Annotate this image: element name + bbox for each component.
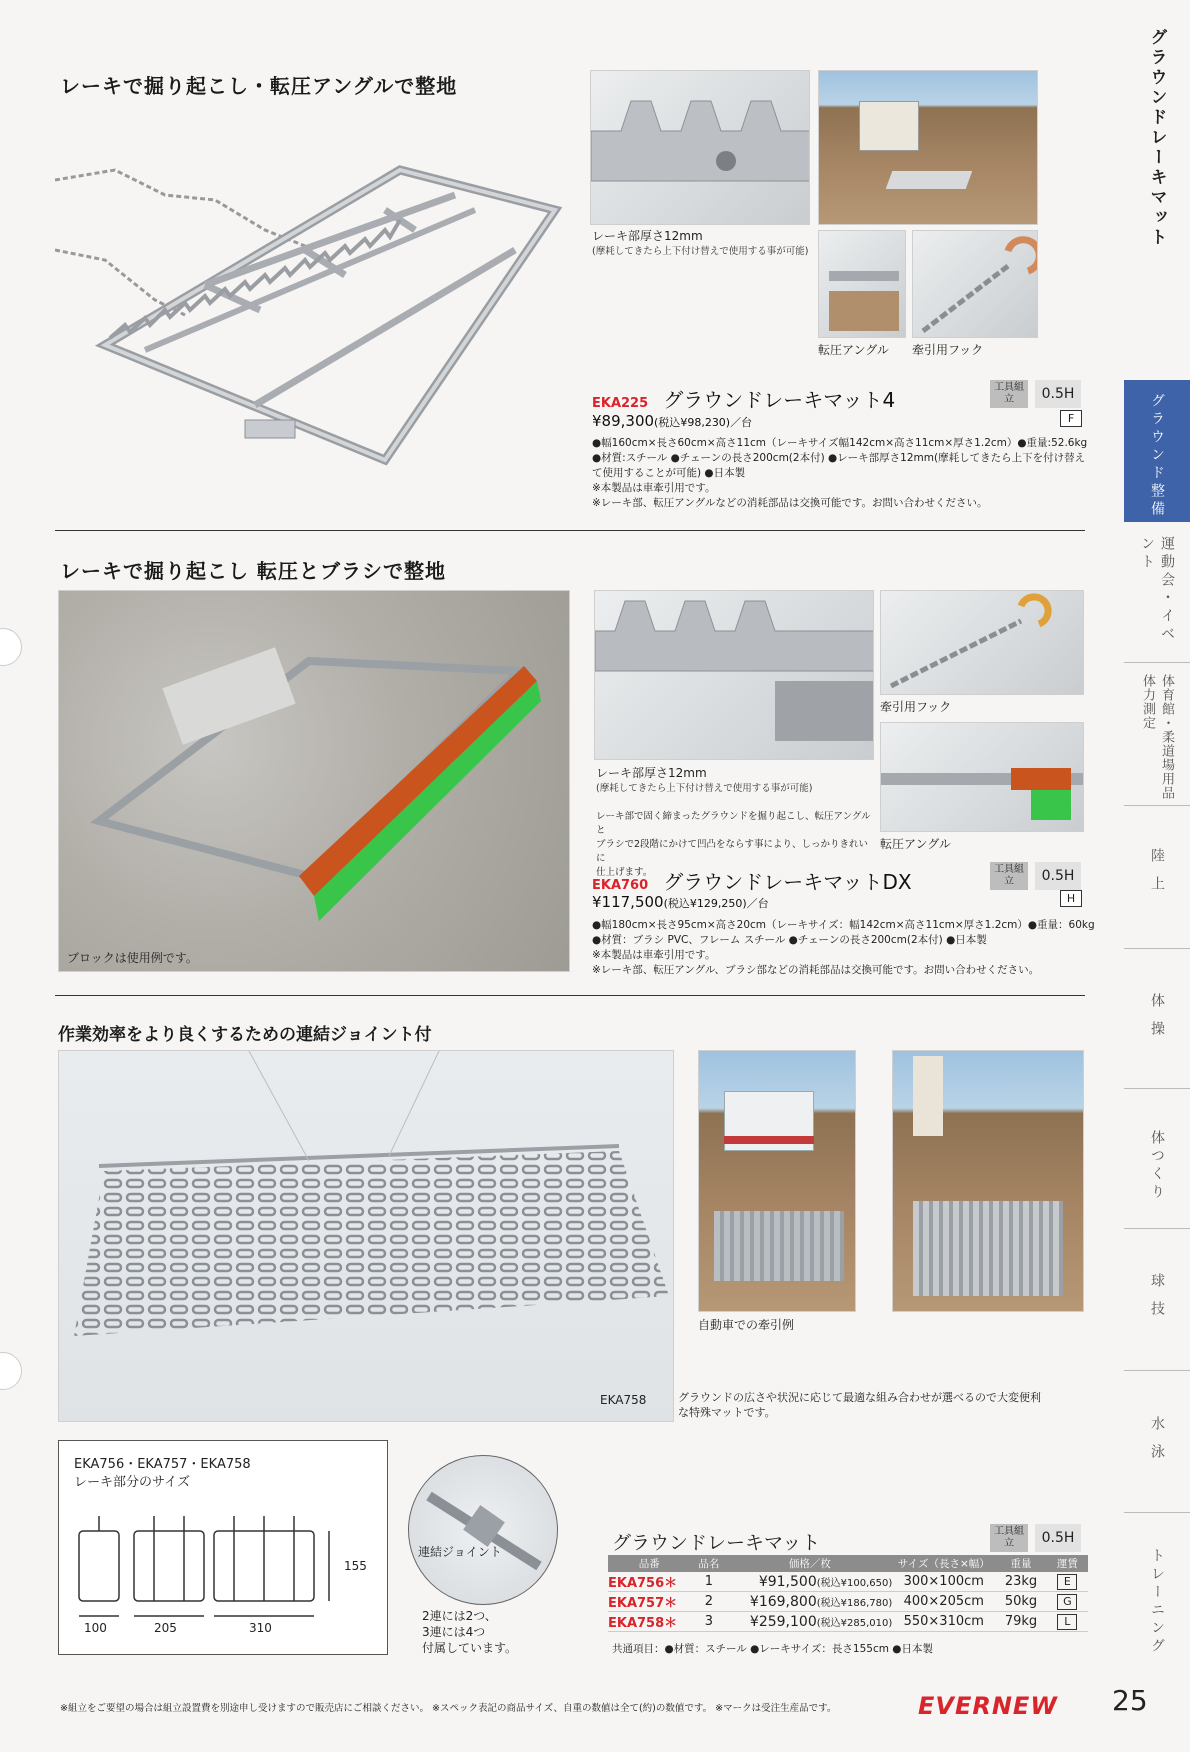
product-table	[608, 1555, 1088, 1632]
table-row: EKA756＊ 1 ¥91,500(税込¥100,650) 300×100cm 23kg E	[608, 1572, 1088, 1592]
assembly-badge: 工具組立	[990, 1524, 1028, 1552]
dim-100: 100	[84, 1621, 107, 1635]
rake-frame-illustration	[55, 110, 575, 520]
assembly-time: 0.5H	[1035, 380, 1081, 408]
joint-note: 2連には2つ、 3連には4つ 付属しています。	[422, 1609, 518, 1655]
rake-mat4-photo	[55, 110, 575, 520]
table-title: グラウンドレーキマット	[612, 1532, 821, 1554]
car-tow-caption: 自動車での牽引例	[698, 1318, 795, 1332]
section2-heading: レーキで掘り起こし 転圧とブラシで整地	[60, 559, 446, 583]
product-name: グラウンドレーキマットDX	[663, 870, 912, 894]
size-diagram-box	[58, 1440, 388, 1655]
rake-note-caption: (摩耗してきたら上下付け替えで使用する事が可能)	[592, 246, 809, 257]
dx-frame-illustration	[59, 591, 570, 972]
rake-thickness-photo	[590, 70, 810, 225]
hook-photo	[912, 230, 1038, 338]
hook-graphic	[913, 231, 1038, 338]
tab-taiso[interactable]: 体操	[1149, 993, 1165, 1049]
tab-undokai[interactable]: 運動会・イベント	[1139, 536, 1175, 644]
product-price: ¥89,300(税込¥98,230)／台	[592, 412, 753, 430]
rake-mat-dx-photo	[58, 590, 570, 972]
linked-mat-description: グラウンドの広さや状況に応じて最適な組み合わせが選べるので大変便利 な特殊マットです。	[678, 1391, 1041, 1419]
dx-hook-photo	[880, 590, 1084, 695]
table-row: EKA758＊ 3 ¥259,100(税込¥285,010) 550×310cm 79kg L	[608, 1612, 1088, 1632]
tab-divider	[1124, 1370, 1190, 1371]
manual-towing-photo	[892, 1050, 1084, 1312]
tab-divider	[1124, 805, 1190, 806]
tab-divider	[1124, 662, 1190, 663]
section1-heading: レーキで掘り起こし・転圧アングルで整地	[60, 74, 458, 98]
dx-angle-caption: 転圧アングル	[880, 837, 951, 851]
linked-mat-illustration	[59, 1051, 674, 1422]
assembly-time: 0.5H	[1035, 862, 1081, 890]
tab-divider	[1124, 948, 1190, 949]
dx-angle-photo	[880, 722, 1084, 832]
tab-ground[interactable]: グラウンド整備	[1149, 393, 1165, 519]
table-row: EKA757＊ 2 ¥169,800(税込¥186,780) 400×205cm 50kg G	[608, 1592, 1088, 1612]
dx-hook-graphic	[881, 591, 1084, 695]
dim-205: 205	[154, 1621, 177, 1635]
table-header: 品番 品名 価格／枚 サイズ（長さ×幅） 重量 運賃	[608, 1555, 1088, 1572]
linked-mat-photo	[58, 1050, 674, 1422]
joint-caption: 連結ジョイント	[418, 1545, 502, 1559]
brand-logo: EVERNEW	[918, 1692, 1058, 1720]
tab-training[interactable]: トレーニング	[1149, 1548, 1165, 1656]
binder-hole	[0, 628, 22, 666]
assembly-badge: 工具組立	[990, 380, 1028, 408]
assembly-time: 0.5H	[1035, 1524, 1081, 1552]
category-title: グラウンドレーキマット	[1146, 28, 1167, 248]
product-name: グラウンドレーキマット4	[663, 388, 896, 412]
binder-hole	[0, 1352, 22, 1390]
page-number: 25	[1112, 1684, 1148, 1717]
product-code: EKA760	[592, 878, 649, 893]
rake-teeth-graphic	[591, 71, 810, 225]
tab-rikujo[interactable]: 陸上	[1149, 848, 1165, 904]
dx-teeth-graphic	[595, 591, 874, 760]
tab-gym[interactable]: 体育館・柔道場用品 体力測定	[1140, 674, 1174, 800]
tab-divider	[1124, 1228, 1190, 1229]
tab-divider	[1124, 1088, 1190, 1089]
tab-divider	[1124, 1512, 1190, 1513]
section-divider	[55, 530, 1085, 531]
angle-photo	[818, 230, 906, 338]
shipping-grade: F	[1060, 410, 1082, 427]
dx-rake-detail-photo	[594, 590, 874, 760]
cart-towing-photo	[818, 70, 1038, 225]
angle-caption: 転圧アングル	[818, 343, 889, 357]
main-code-caption: EKA758	[600, 1393, 647, 1407]
product-price: ¥117,500(税込¥129,250)／台	[592, 893, 769, 911]
tab-suiei[interactable]: 水泳	[1149, 1416, 1165, 1472]
tab-karadazukuri[interactable]: 体つくり	[1149, 1130, 1165, 1202]
car-towing-photo	[698, 1050, 856, 1312]
footer-notes: ※組立をご要望の場合は組立設置費を別途申し受けますので販売店にご相談ください。 ※スペック表記の商品サイズ、自重の数値は全て(約)の数値です。 ※マークは受注生産品です。	[60, 1703, 837, 1714]
section-divider	[55, 995, 1085, 996]
product-specs: ●幅180cm×長さ95cm×高さ20cm（レーキサイズ：幅142cm×高さ11cm×厚さ1.2cm）●重量：60kg ●材質：ブラシ PVC、フレーム スチール ●チェーンの長さ200cm(2本付) ●日本製 ※本製品は車牽引用です。 ※レーキ部、転圧アングル、ブラシ部などの消耗部品は交換可能です。お問い合わせください。	[592, 919, 1095, 976]
block-note-caption: ブロックは使用例です。	[67, 951, 198, 965]
dim-155: 155	[344, 1559, 367, 1573]
assembly-badge: 工具組立	[990, 862, 1028, 890]
product-specs: ●幅160cm×長さ60cm×高さ11cm（レーキサイズ幅142cm×高さ11cm×厚さ1.2cm）●重量:52.6kg ●材質:スチール ●チェーンの長さ200cm(2本付) ●レーキ部厚さ12mm(摩耗してきたら上下を付け替え て使用することが可能) ●日本製 ※本製品は車牽引用です。 ※レーキ部、転圧アングルなどの消耗部品は交換可能です。お問い合わせください。	[592, 437, 1088, 509]
tab-kyugi[interactable]: 球技	[1149, 1273, 1165, 1329]
diagram-title-label: レーキ部分のサイズ	[74, 1475, 190, 1490]
product-title-eka760	[592, 866, 912, 895]
table-common-note: 共通項目：●材質：スチール ●レーキサイズ：長さ155cm ●日本製	[612, 1643, 933, 1655]
product-title-eka225	[592, 384, 895, 413]
diagram-title-codes: EKA756・EKA757・EKA758	[74, 1457, 251, 1472]
joint-graphic	[409, 1456, 558, 1605]
joint-detail-circle	[408, 1455, 558, 1605]
dx-rake-thickness-caption: レーキ部厚さ12mm	[596, 766, 707, 780]
dim-310: 310	[249, 1621, 272, 1635]
dx-description: レーキ部で固く締まったグラウンドを掘り起こし、転圧アングルと ブラシで2段階にかけて凹凸をならす事により、しっかりきれいに 仕上げます。	[596, 811, 871, 878]
dx-rake-note-caption: (摩耗してきたら上下付け替えで使用する事が可能)	[596, 783, 813, 794]
rake-size-drawing	[59, 1441, 389, 1656]
rake-thickness-caption: レーキ部厚さ12mm	[592, 229, 703, 243]
shipping-grade: H	[1060, 890, 1082, 907]
section3-heading: 作業効率をより良くするための連結ジョイント付	[58, 1025, 432, 1045]
hook-caption: 牽引用フック	[912, 343, 984, 357]
product-code: EKA225	[592, 396, 649, 411]
dx-hook-caption: 牽引用フック	[880, 700, 952, 714]
